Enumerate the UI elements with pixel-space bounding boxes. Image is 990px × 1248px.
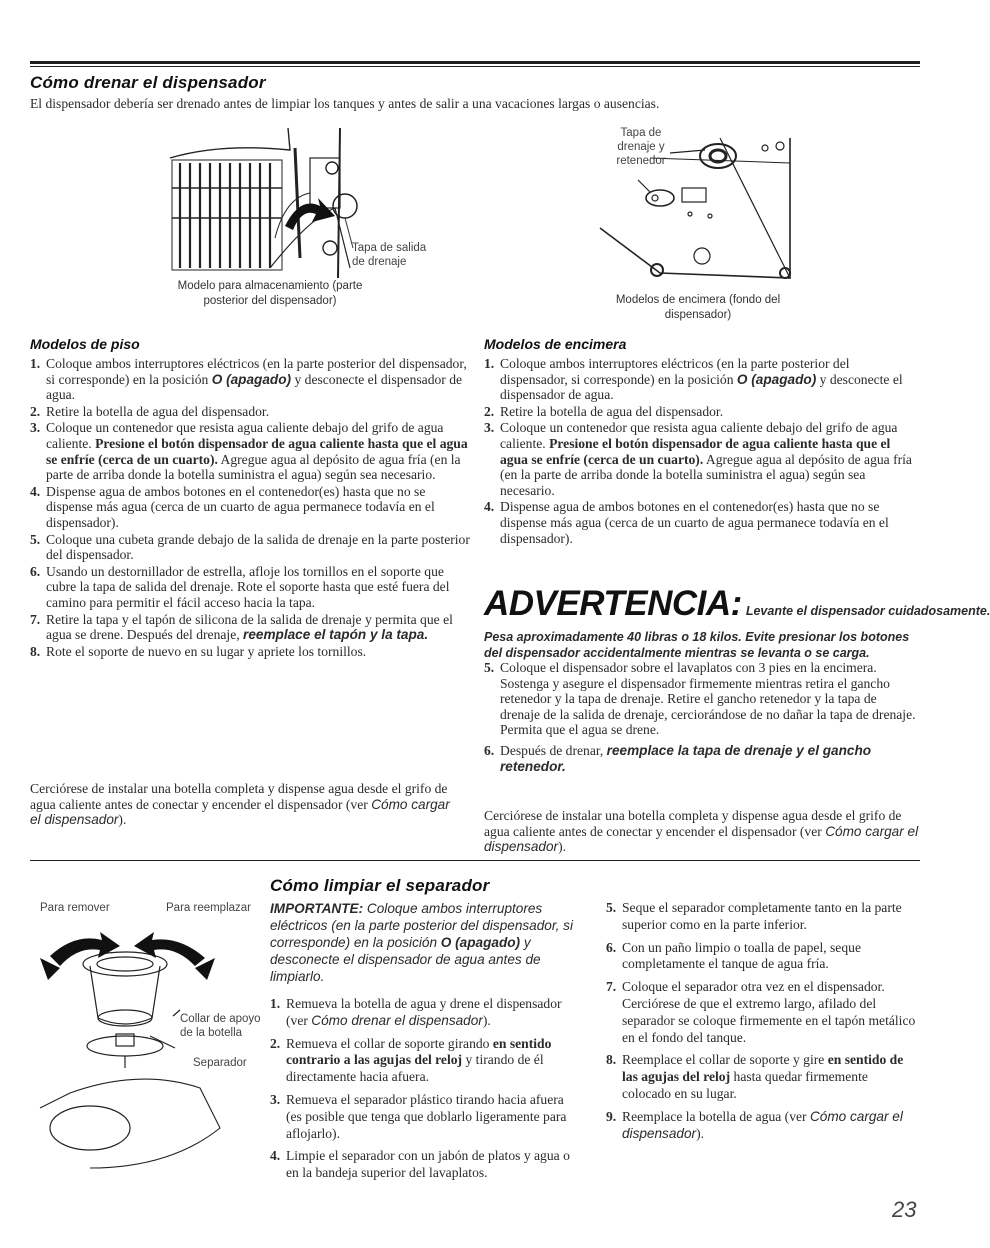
floor-note: Cerciórese de instalar una botella completa y dispense agua desde el grifo de agua caliente antes de conectar y encender el dispensador (ver Cómo cargar el dispensador). (30, 781, 450, 828)
list-item: 8. Reemplace el collar de soporte y gire en sentido de las agujas del reloj hasta quedar firmemente colocado en su lugar. (606, 1052, 904, 1101)
list-item: 2. Remueva el collar de soporte girando en sentido contrario a las agujas del reloj y tirando de él directamente hacia afuera. (270, 1035, 552, 1085)
warning-block (484, 584, 990, 661)
list-item: 8. Rote el soporte de nuevo en su lugar y apriete los tornillos. (30, 643, 367, 659)
separator-steps-right (606, 900, 916, 1143)
list-item: 6. Después de drenar, reemplace la tapa de drenaje y el gancho retenedor. (484, 742, 872, 774)
floor-steps (30, 356, 470, 660)
warning-text: Pesa aproximadamente 40 libras o 18 kilos. Evite presionar los botones del dispensador accidentalmente mientras se levanta o se carga. (484, 630, 910, 660)
list-item: 4. Dispense agua de ambos botones en el contenedor(es) hasta que no se dispense más agua (cerca de un cuarto de agua permanece todavía en el dispensador). (484, 499, 889, 546)
section-title-drain: Cómo drenar el dispensador (30, 73, 266, 92)
list-item: 3. Coloque un contenedor que resista agua caliente debajo del grifo de agua caliente. Presione el botón dispensador de agua caliente hasta que el agua se enfríe (cerca de un cuarto). Agregue agua al depósito de agua fría (en la parte de arriba donde la botella suministra el agua) según sea necesario. (484, 420, 912, 498)
list-item: 1. Coloque ambos interruptores eléctricos (en la parte posterior del dispensador, si corresponde) en la posición O (apagado) y desconecte el dispensador de agua. (484, 356, 903, 403)
countertop-model-caption: Modelos de encimera (fondo del dispensador) (615, 294, 781, 321)
list-item: 5. Seque el separador completamente tanto en la parte superior como en la parte inferior. (606, 900, 902, 932)
fig-label-collar: Collar de apoyo de la botella (180, 1013, 261, 1039)
countertop-models-heading: Modelos de encimera (484, 336, 627, 352)
drain-cap-label: Tapa de salida de drenaje (352, 242, 427, 268)
top-rule-thin (30, 66, 920, 67)
storage-model-caption: Modelo para almacenamiento (parte posterior del dispensador) (177, 280, 363, 307)
replace-arrow-icon (134, 932, 205, 966)
cross-ref-load-dispenser: Cómo cargar el dispensador (30, 796, 450, 828)
separator-figure (30, 918, 265, 1168)
countertop-note: Cerciórese de instalar una botella completa y dispense agua desde el grifo de agua caliente antes de conectar y encender el dispensador (ver Cómo cargar el dispensador). (484, 808, 919, 855)
list-item: 3. Remueva el separador plástico tirando hacia afuera (es posible que tenga que doblarlo ligeramente para aflojarlo). (270, 1091, 567, 1141)
list-item: 5. Coloque el dispensador sobre el lavaplatos con 3 pies en la encimera. Sostenga y asegure el dispensador firmemente mientras retira el gancho retenedor y la tapa de drenaje. Retire el gancho retenedor y la tapa de drenaje de la salida de drenaje, cerciorándose de no dañar la tapa de drenaje. Permita que el agua se drene. (484, 660, 916, 738)
warning-inline: Levante el dispensador cuidadosamente. (745, 604, 990, 618)
floor-models-heading: Modelos de piso (30, 336, 140, 352)
list-item: 1. Remueva la botella de agua y drene el dispensador (ver Cómo drenar el dispensador). (270, 996, 562, 1028)
list-item: 1. Coloque ambos interruptores eléctricos (en la parte posterior del dispensador, si corresponde) en la posición O (apagado) y desconecte el dispensador de agua. (30, 356, 467, 403)
fig-label-remove: Para remover (40, 902, 110, 914)
list-item: 2. Retire la botella de agua del dispensador. (30, 403, 270, 419)
section-divider (30, 860, 920, 861)
important-label: IMPORTANTE: (270, 901, 364, 916)
countertop-steps-2 (484, 660, 920, 775)
fig-label-separator: Separador (193, 1057, 247, 1069)
list-item: 6. Con un paño limpio o toalla de papel, seque completamente el tanque de agua fría. (606, 939, 861, 972)
separator-steps-middle (270, 996, 570, 1183)
warning-word: ADVERTENCIA: (484, 584, 742, 623)
drain-cap-retainer-label: Tapa de drenaje y retenedor (616, 127, 666, 167)
list-item: 4. Limpie el separador con un jabón de platos y agua o en la bandeja superior del lavaplatos. (270, 1148, 570, 1181)
list-item: 9. Reemplace la botella de agua (ver Cómo cargar el dispensador). (606, 1108, 903, 1141)
cross-ref-load-dispenser: Cómo cargar el dispensador (484, 823, 919, 855)
top-rule-thick (30, 61, 920, 64)
drain-intro: El dispensador debería ser drenado antes de limpiar los tanques y antes de salir a una vacaciones largas o ausencias. (30, 96, 660, 111)
important-note: IMPORTANTE: Coloque ambos interruptores eléctricos (en la parte posterior del dispensador, si corresponde) en la posición O (apagado) y desconecte el dispensador de agua antes de limpiarlo. (270, 901, 573, 984)
list-item: 7. Retire la tapa y el tapón de silicona de la salida de drenaje y permita que el agua se drene. Después del drenaje, reemplace el tapón y la tapa. (30, 611, 453, 643)
list-item: 7. Coloque el separador otra vez en el dispensador. Cerciórese de que el extremo largo, afilado del separador se coloque firmemente en el tapón metálico en el fondo del tanque. (606, 979, 916, 1045)
list-item: 2. Retire la botella de agua del dispensador. (484, 403, 724, 419)
list-item: 3. Coloque un contenedor que resista agua caliente debajo del grifo de agua caliente. Presione el botón dispensador de agua caliente hasta que el agua se enfríe (cerca de un cuarto). Agregue agua al depósito de agua fría (en la parte de arriba donde la botella suministra el agua) según sea necesario. (30, 420, 468, 483)
list-item: 5. Coloque una cubeta grande debajo de la salida de drenaje en la parte posterior del dispensador. (30, 531, 470, 563)
list-item: 6. Usando un destornillador de estrella, afloje los tornillos en el soporte que cubre la tapa de salida del drenaje. Rote el soporte hasta que esté fuera del camino para permitir el fácil acceso hacia la tapa. (30, 563, 450, 610)
fig-label-replace: Para reemplazar (166, 902, 252, 914)
section-title-separator: Cómo limpiar el separador (270, 876, 490, 895)
page-number: 23 (892, 1197, 917, 1222)
countertop-steps (484, 356, 920, 547)
list-item: 4. Dispense agua de ambos botones en el contenedor(es) hasta que no se dispense más agua (cerca de un cuarto de agua permanece todavía en el dispensador). (30, 483, 435, 530)
